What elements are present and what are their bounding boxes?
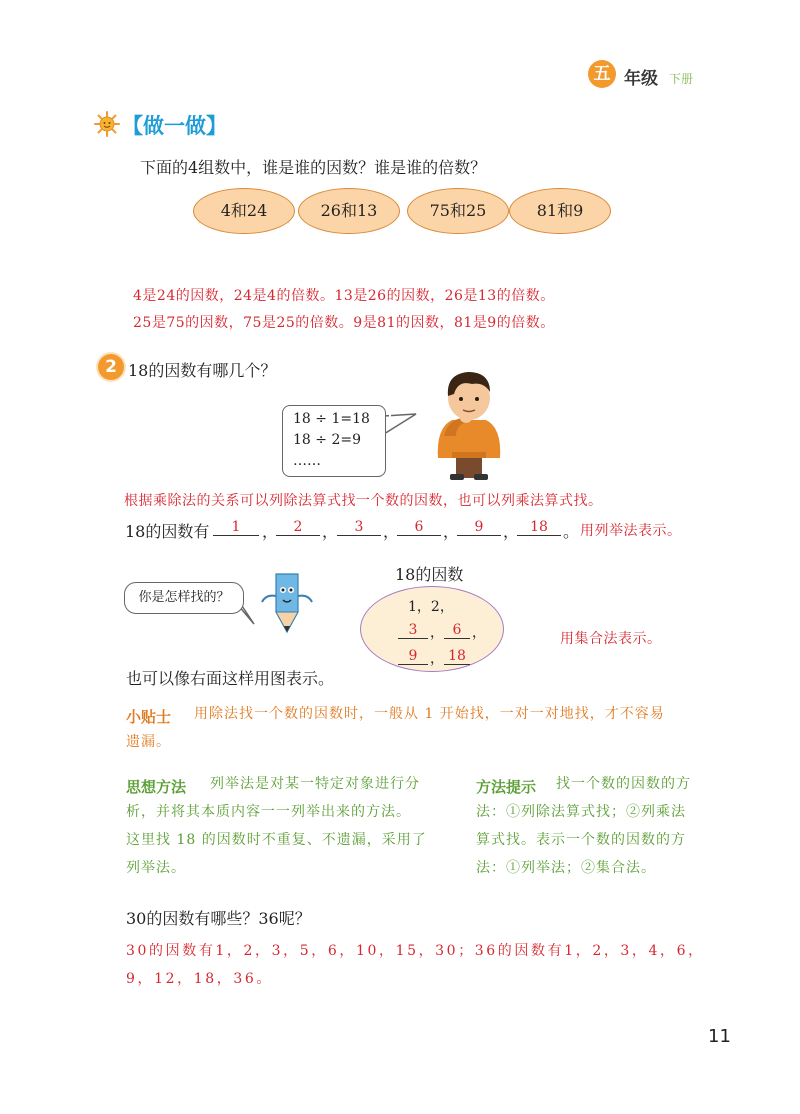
thinking-line: 这里找 18 的因数时不重复、不遗漏，采用了 [126, 832, 427, 848]
tip-line-1: 用除法找一个数的因数时，一般从 1 开始找，一对一对地找，才不容易 [194, 706, 665, 722]
answer-1-line-1: 4是24的因数，24是4的倍数。13是26的因数，26是13的倍数。 [133, 288, 555, 304]
equation-line: 18 ÷ 2=9 [293, 432, 361, 448]
enumeration-note: 用列举法表示。 [580, 523, 682, 539]
thinking-method-label: 思想方法 [126, 778, 187, 796]
set-title: 18的因数 [395, 565, 464, 584]
method-line: 法：①列除法算式找；②列乘法 [476, 804, 686, 820]
method-line: 法：①列举法；②集合法。 [476, 860, 656, 876]
speech-tail-cover [389, 412, 391, 426]
pencil-character [258, 572, 316, 634]
factor-blank[interactable]: 9 [457, 519, 501, 536]
set-blank[interactable]: 3 [398, 622, 428, 639]
pair-pill: 81和9 [509, 188, 611, 234]
comma: ， [472, 625, 486, 641]
pair-pill: 4和24 [193, 188, 295, 234]
factor-blank[interactable]: 2 [276, 519, 320, 536]
comma: ， [443, 522, 460, 541]
grade-label: 年级 [624, 69, 658, 89]
factor-blank[interactable]: 3 [337, 519, 381, 536]
problem-2-text: 18的因数有哪几个？ [128, 361, 277, 380]
set-blank[interactable]: 6 [444, 622, 470, 639]
thinking-line: 列举法。 [126, 860, 186, 876]
thinking-line: 析，并将其本质内容一一列举出来的方法。 [126, 804, 411, 820]
also-text: 也可以像右面这样用图表示。 [126, 669, 335, 688]
comma: ， [503, 522, 520, 541]
comma: ， [430, 651, 444, 667]
answer-3-line-2: 9，12，18，36。 [126, 971, 273, 987]
method-line: 算式找。表示一个数的因数的方 [476, 832, 686, 848]
page-number: 11 [708, 1026, 731, 1047]
hint-text: 根据乘除法的关系可以列除法算式找一个数的因数，也可以列乘法算式找。 [124, 493, 603, 509]
comma: ， [322, 522, 339, 541]
pair-pill: 26和13 [298, 188, 400, 234]
factors-prefix: 18的因数有 [125, 522, 210, 541]
factor-blank[interactable]: 6 [397, 519, 441, 536]
answer-1-line-2: 25是75的因数，75是25的倍数。9是81的因数，81是9的倍数。 [133, 315, 555, 331]
problem-number-badge: 2 [98, 354, 124, 380]
set-row-1: 1，2， [408, 599, 454, 615]
question-1: 下面的4组数中，谁是谁的因数？谁是谁的倍数？ [140, 158, 487, 177]
sun-icon [94, 111, 120, 137]
question-3: 30的因数有哪些？36呢？ [126, 909, 311, 928]
thinking-line: 列举法是对某一特定对象进行分 [210, 776, 420, 792]
comma: ， [430, 625, 444, 641]
factor-blank[interactable]: 1 [213, 519, 259, 536]
set-blank[interactable]: 18 [444, 648, 470, 665]
equation-bubble [282, 405, 386, 477]
comma: ， [383, 522, 400, 541]
grade-badge: 五 [588, 60, 616, 88]
section-title: 【做一做】 [122, 114, 227, 138]
boy-illustration [428, 362, 510, 480]
tip-label: 小贴士 [126, 708, 172, 726]
factor-blank[interactable]: 18 [517, 519, 561, 536]
answer-3-line-1: 30的因数有1，2，3，5，6，10，15，30；36的因数有1，2，3，4，6， [126, 943, 705, 959]
pair-pill: 75和25 [407, 188, 509, 234]
equation-line: …… [293, 453, 321, 469]
set-method-note: 用集合法表示。 [560, 631, 662, 647]
volume-label: 下册 [669, 72, 694, 86]
method-line: 找一个数的因数的方 [556, 776, 691, 792]
speech-bubble: 你是怎样找的？ [124, 582, 244, 614]
tip-line-2: 遗漏。 [126, 734, 171, 750]
method-tip-label: 方法提示 [476, 778, 537, 796]
comma: ， [262, 522, 279, 541]
period: 。 [563, 522, 580, 541]
set-blank[interactable]: 9 [398, 648, 428, 665]
equation-line: 18 ÷ 1=18 [293, 411, 370, 427]
